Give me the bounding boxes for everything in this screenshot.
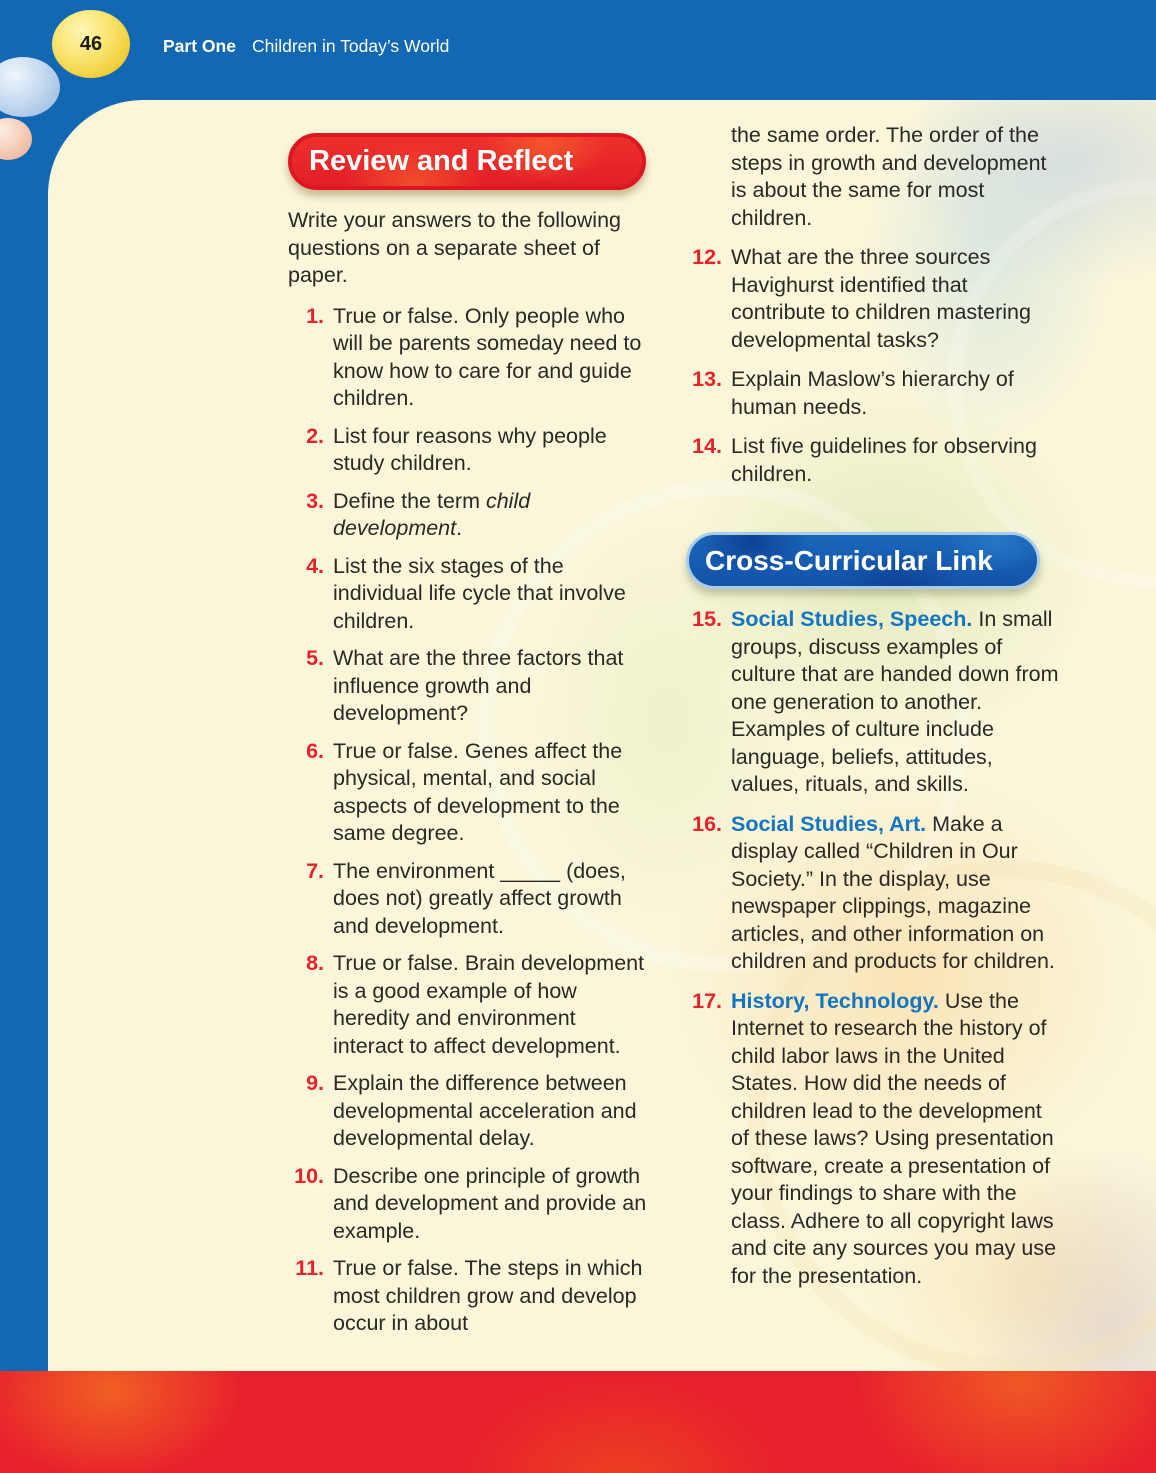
question-5 [288, 645, 650, 728]
question-number: 16. [692, 811, 722, 836]
question-11-continuation [686, 122, 1060, 232]
subject-lead: Social Studies, Speech. [731, 607, 973, 631]
question-14 [686, 433, 1060, 488]
question-text: the same order. The order of the steps in growth and development is about the same for most children. [731, 123, 1047, 230]
question-7 [288, 858, 650, 941]
cross-curricular-questions [686, 606, 1060, 1290]
review-banner-label: Review and Reflect [309, 145, 574, 177]
question-number: 4. [306, 553, 324, 578]
question-number: 15. [692, 607, 722, 631]
question-text: What are the three sources Havighurst identified that contribute to children mastering developmental tasks? [731, 245, 1031, 352]
review-and-reflect-banner [288, 133, 646, 190]
question-number-spacer [686, 122, 731, 232]
cross-curricular-link-banner [686, 532, 1040, 589]
question-number: 10. [294, 1163, 324, 1188]
question-text: The environment _____ (does, does not) greatly affect growth and development. [333, 858, 626, 938]
question-number: 8. [306, 951, 324, 975]
question-text: Explain the difference between developmental acceleration and developmental delay. [333, 1071, 637, 1150]
question-12 [686, 244, 1060, 354]
question-number: 1. [306, 303, 324, 328]
question-number: 6. [306, 738, 324, 763]
left-column [288, 133, 650, 1348]
bottom-decorative-bar [0, 1371, 1156, 1473]
question-6 [288, 738, 650, 848]
right-column [686, 122, 1060, 1302]
question-4 [288, 553, 650, 636]
question-number: 2. [306, 423, 324, 448]
review-questions-left [288, 303, 650, 1338]
question-number: 12. [692, 245, 722, 269]
subject-lead: Social Studies, Art. [731, 811, 927, 836]
question-text: Describe one principle of growth and development and provide an example. [333, 1163, 647, 1243]
question-text: True or false. Genes affect the physical, mental, and social aspects of development to the same degree. [333, 738, 623, 845]
question-text: Explain Maslow’s hierarchy of human needs. [731, 367, 1014, 419]
question-2 [288, 423, 650, 478]
question-number: 11. [295, 1256, 324, 1280]
question-number: 3. [306, 488, 324, 513]
question-text-post: . [456, 516, 463, 540]
part-label: Part One [163, 36, 236, 56]
question-text: What are the three factors that influence growth and development? [333, 646, 624, 725]
page-number: 46 [79, 32, 103, 55]
question-13 [686, 366, 1060, 421]
question-text-pre: Define the term [333, 488, 486, 513]
decorative-sphere-pink [0, 118, 32, 160]
review-intro: Write your answers to the following questions on a separate sheet of paper. [288, 208, 621, 287]
question-3 [288, 488, 650, 543]
question-number: 5. [306, 646, 324, 670]
question-text: True or false. The steps in which most children grow and develop occur in about [333, 1256, 643, 1335]
question-16 [686, 811, 1060, 976]
question-text: List the six stages of the individual life cycle that involve children. [333, 553, 626, 633]
question-text [731, 811, 1060, 976]
question-8 [288, 950, 650, 1060]
question-number: 7. [306, 858, 324, 883]
subject-lead: History, Technology. [731, 988, 939, 1013]
question-text: True or false. Brain development is a good example of how heredity and environment interact to affect development. [333, 951, 645, 1058]
question-body: Make a display called “Children in Our Society.” In the display, use newspaper clippings, magazine articles, and other information on children and products for children. [731, 811, 1055, 973]
italic-term: child development [333, 488, 531, 540]
question-text [333, 488, 650, 543]
question-number: 13. [692, 367, 722, 391]
question-number: 17. [692, 988, 722, 1013]
question-1 [288, 303, 650, 413]
question-text [731, 988, 1060, 1291]
question-number: 14. [692, 434, 722, 458]
question-9 [288, 1070, 650, 1153]
question-10 [288, 1163, 650, 1246]
part-title: Children in Today’s World [251, 36, 450, 56]
cross-curricular-banner-label: Cross-Curricular Link [705, 544, 993, 576]
question-number: 9. [306, 1071, 324, 1095]
question-15 [686, 606, 1060, 799]
question-text: True or false. Only people who will be parents someday need to know how to care for and guide children. [333, 303, 642, 410]
question-text: List four reasons why people study children. [333, 423, 607, 475]
page-number-badge [52, 10, 130, 78]
question-text: List five guidelines for observing children. [731, 434, 1037, 486]
running-head [163, 36, 449, 57]
question-body: In small groups, discuss examples of culture that are handed down from one generation to another. Examples of culture include language, beliefs, attitudes, values, rituals, and skills. [731, 607, 1059, 796]
question-body: Use the Internet to research the history of child labor laws in the United States. How did the needs of children lead to the development of these laws? Using presentation software, create a presentation of your findings to share with the class. Adhere to all copyright laws and cite any sources you may use for the presentation. [731, 988, 1057, 1288]
question-11 [288, 1255, 650, 1338]
question-text [731, 606, 1060, 799]
question-17 [686, 988, 1060, 1291]
